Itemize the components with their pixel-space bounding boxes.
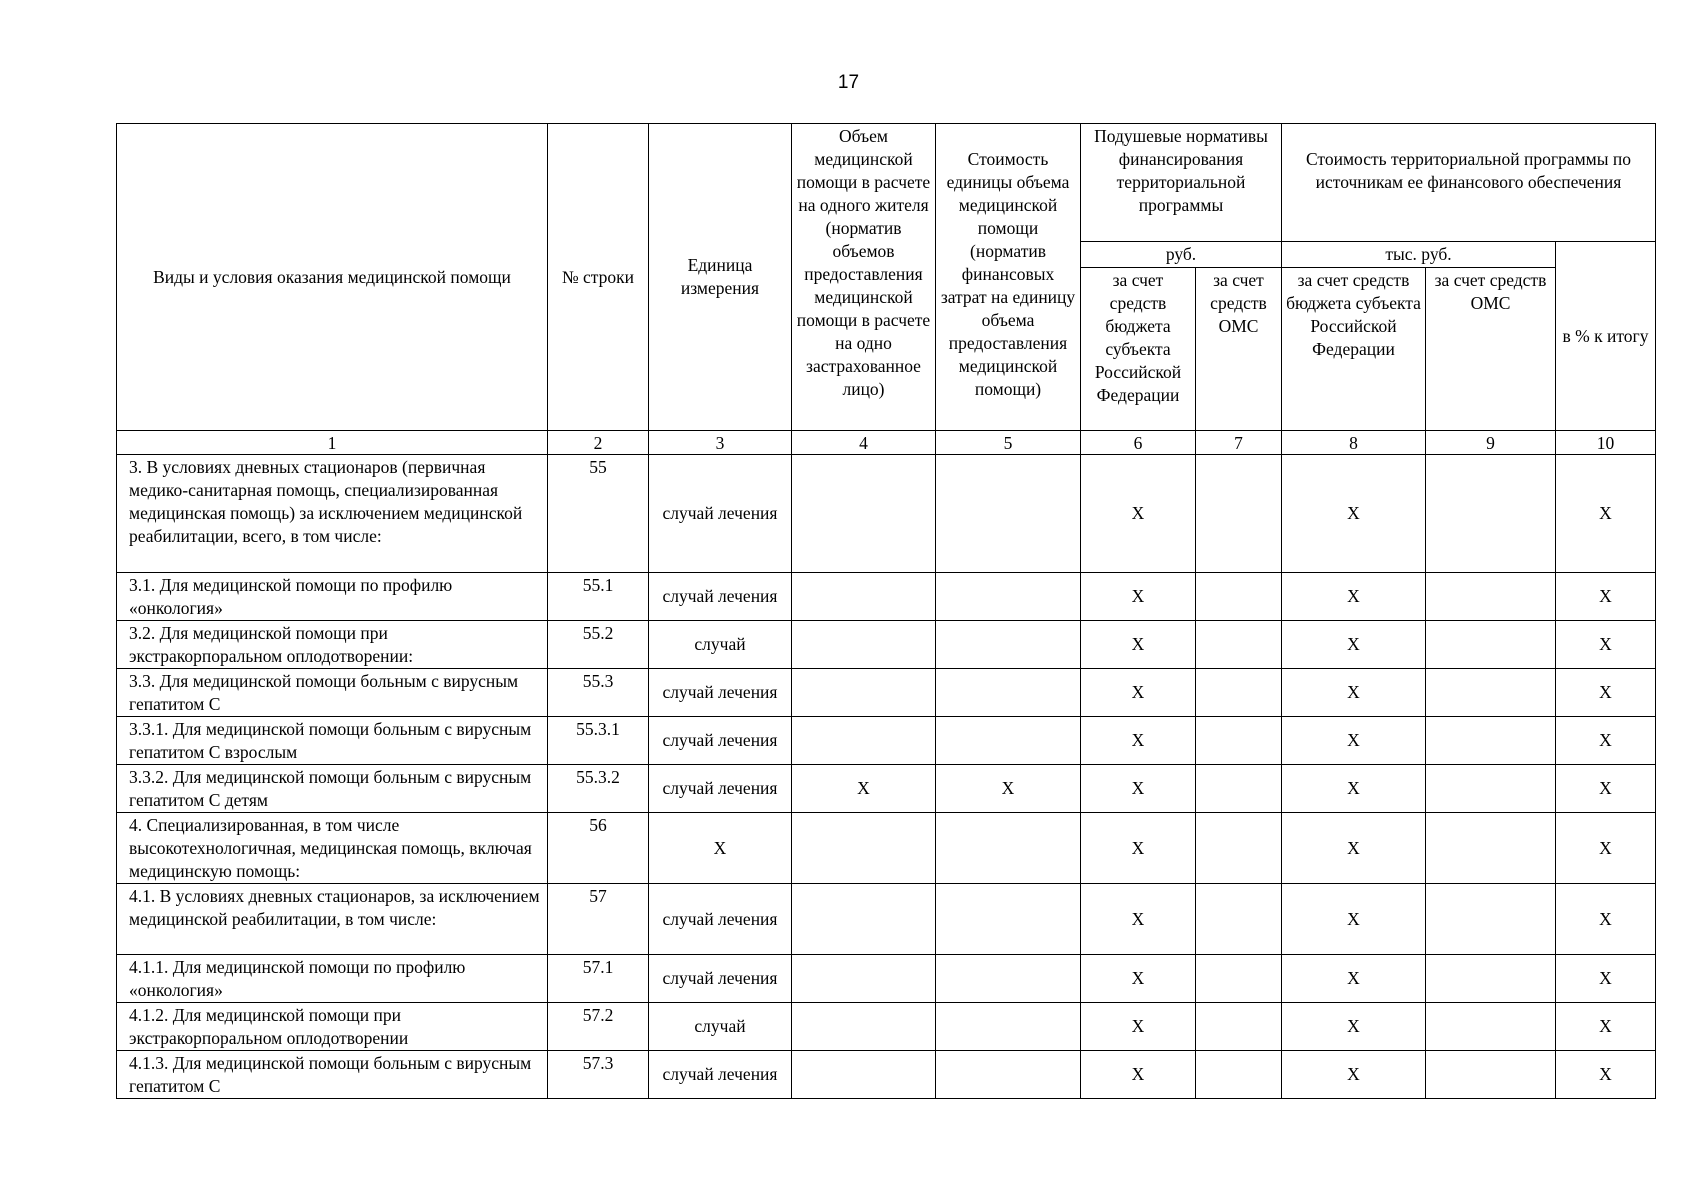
row-volume [792,955,936,1003]
header-unit-cost: Стоимость единицы объема медицинской помощи (норматив финансовых затрат на единицу объема предоставления медицинской помощи) [936,124,1081,431]
row-budget-rub: X [1081,1003,1196,1051]
row-oms-thousand-rub [1426,765,1556,813]
row-oms-rub [1196,717,1282,765]
column-number: 8 [1282,431,1426,455]
row-budget-thousand-rub: X [1282,455,1426,573]
row-number: 55 [548,455,649,573]
row-percent: X [1556,1051,1656,1099]
row-percent: X [1556,1003,1656,1051]
column-number: 5 [936,431,1081,455]
row-budget-rub: X [1081,884,1196,955]
row-unit-cost [936,813,1081,884]
header-unit-thousand-rub: тыс. руб. [1282,242,1556,268]
row-budget-rub: X [1081,717,1196,765]
row-unit-cost [936,1003,1081,1051]
header-oms-rub: за счет средств ОМС [1196,268,1282,431]
row-unit: случай лечения [649,765,792,813]
row-oms-thousand-rub [1426,717,1556,765]
column-number: 9 [1426,431,1556,455]
row-unit-cost [936,573,1081,621]
row-oms-thousand-rub [1426,1051,1556,1099]
row-percent: X [1556,813,1656,884]
row-unit-cost [936,455,1081,573]
row-oms-rub [1196,765,1282,813]
row-percent: X [1556,955,1656,1003]
row-unit: случай [649,621,792,669]
row-number: 56 [548,813,649,884]
row-budget-thousand-rub: X [1282,1051,1426,1099]
row-budget-thousand-rub: X [1282,813,1426,884]
column-number: 2 [548,431,649,455]
row-oms-thousand-rub [1426,573,1556,621]
row-description: 3.3.2. Для медицинской помощи больным с вирусным гепатитом С детям [117,765,548,813]
row-oms-rub [1196,621,1282,669]
row-unit: случай лечения [649,1051,792,1099]
row-percent: X [1556,455,1656,573]
row-budget-rub: X [1081,1051,1196,1099]
row-unit: случай лечения [649,669,792,717]
row-budget-rub: X [1081,621,1196,669]
header-volume: Объем медицинской помощи в расчете на одного жителя (норматив объемов предоставления медицинской помощи в расчете на одно застрахованное лицо) [792,124,936,431]
row-percent: X [1556,669,1656,717]
column-number: 7 [1196,431,1282,455]
column-number: 6 [1081,431,1196,455]
row-oms-rub [1196,1003,1282,1051]
row-oms-rub [1196,573,1282,621]
row-unit-cost [936,955,1081,1003]
row-oms-thousand-rub [1426,813,1556,884]
row-unit: случай лечения [649,455,792,573]
row-budget-rub: X [1081,455,1196,573]
row-volume [792,573,936,621]
row-oms-thousand-rub [1426,884,1556,955]
table-row [117,573,1656,621]
row-unit: случай [649,1003,792,1051]
row-oms-thousand-rub [1426,1003,1556,1051]
row-number: 55.3.2 [548,765,649,813]
row-oms-rub [1196,669,1282,717]
column-number: 1 [117,431,548,455]
row-oms-rub [1196,455,1282,573]
row-volume [792,669,936,717]
row-budget-thousand-rub: X [1282,717,1426,765]
row-budget-thousand-rub: X [1282,765,1426,813]
row-volume [792,1003,936,1051]
row-budget-thousand-rub: X [1282,621,1426,669]
row-unit: случай лечения [649,717,792,765]
row-unit-cost [936,621,1081,669]
row-budget-rub: X [1081,813,1196,884]
row-description: 3.2. Для медицинской помощи при экстракорпоральном оплодотворении: [117,621,548,669]
row-oms-thousand-rub [1426,621,1556,669]
row-number: 57 [548,884,649,955]
header-unit-rub: руб. [1081,242,1282,268]
row-number: 57.2 [548,1003,649,1051]
row-description: 4.1.1. Для медицинской помощи по профилю «онкология» [117,955,548,1003]
medical-care-table [116,123,1656,1099]
row-description: 3.1. Для медицинской помощи по профилю «онкология» [117,573,548,621]
column-numbers-row [117,431,1656,455]
row-percent: X [1556,717,1656,765]
row-budget-rub: X [1081,669,1196,717]
row-oms-rub [1196,1051,1282,1099]
header-unit: Единица измерения [649,124,792,431]
row-percent: X [1556,573,1656,621]
page-number: 17 [837,72,860,93]
row-budget-rub: X [1081,955,1196,1003]
row-budget-thousand-rub: X [1282,573,1426,621]
row-description: 4.1.3. Для медицинской помощи больным с вирусным гепатитом С [117,1051,548,1099]
row-description: 3.3. Для медицинской помощи больным с вирусным гепатитом С [117,669,548,717]
row-volume [792,884,936,955]
table-row [117,717,1656,765]
row-unit-cost [936,884,1081,955]
table-row [117,765,1656,813]
row-oms-rub [1196,813,1282,884]
table-row [117,455,1656,573]
header-row-1 [117,124,1656,242]
table-row [117,1003,1656,1051]
row-percent: X [1556,621,1656,669]
column-number: 4 [792,431,936,455]
column-number: 3 [649,431,792,455]
row-budget-rub: X [1081,573,1196,621]
row-description: 4. Специализированная, в том числе высокотехнологичная, медицинская помощь, включая медицинскую помощь: [117,813,548,884]
row-number: 55.3 [548,669,649,717]
row-oms-thousand-rub [1426,955,1556,1003]
row-oms-thousand-rub [1426,455,1556,573]
header-row-number: № строки [548,124,649,431]
row-budget-rub: X [1081,765,1196,813]
row-unit-cost: X [936,765,1081,813]
row-volume [792,455,936,573]
row-unit: случай лечения [649,884,792,955]
row-budget-thousand-rub: X [1282,669,1426,717]
row-description: 3.3.1. Для медицинской помощи больным с вирусным гепатитом С взрослым [117,717,548,765]
header-budget-thousand-rub: за счет средств бюджета субъекта Российской Федерации [1282,268,1426,431]
row-description: 4.1.2. Для медицинской помощи при экстракорпоральном оплодотворении [117,1003,548,1051]
row-number: 57.3 [548,1051,649,1099]
row-budget-thousand-rub: X [1282,1003,1426,1051]
table-row [117,955,1656,1003]
row-unit: X [649,813,792,884]
row-unit: случай лечения [649,955,792,1003]
row-number: 55.3.1 [548,717,649,765]
row-unit-cost [936,669,1081,717]
row-unit-cost [936,1051,1081,1099]
row-volume: X [792,765,936,813]
row-volume [792,717,936,765]
table-row [117,1051,1656,1099]
row-unit: случай лечения [649,573,792,621]
row-oms-thousand-rub [1426,669,1556,717]
row-description: 4.1. В условиях дневных стационаров, за исключением медицинской реабилитации, в том числе: [117,884,548,955]
header-oms-thousand-rub: за счет средств ОМС [1426,268,1556,431]
row-description: 3. В условиях дневных стационаров (первичная медико-санитарная помощь, специализированная медицинская помощь) за исключением медицинской реабилитации, всего, в том числе: [117,455,548,573]
table-row [117,813,1656,884]
header-per-capita-group: Подушевые нормативы финансирования территориальной программы [1081,124,1282,242]
row-budget-thousand-rub: X [1282,955,1426,1003]
row-unit-cost [936,717,1081,765]
row-percent: X [1556,765,1656,813]
row-number: 57.1 [548,955,649,1003]
column-number: 10 [1556,431,1656,455]
header-percent-total: в % к итогу [1556,242,1656,431]
row-number: 55.2 [548,621,649,669]
table-row [117,621,1656,669]
row-number: 55.1 [548,573,649,621]
header-budget-rub: за счет средств бюджета субъекта Российской Федерации [1081,268,1196,431]
row-oms-rub [1196,955,1282,1003]
table-row [117,884,1656,955]
row-percent: X [1556,884,1656,955]
table-row [117,669,1656,717]
header-types-conditions: Виды и условия оказания медицинской помощи [117,124,548,431]
row-oms-rub [1196,884,1282,955]
row-budget-thousand-rub: X [1282,884,1426,955]
row-volume [792,621,936,669]
header-program-cost-group: Стоимость территориальной программы по источникам ее финансового обеспечения [1282,124,1656,242]
row-volume [792,1051,936,1099]
row-volume [792,813,936,884]
